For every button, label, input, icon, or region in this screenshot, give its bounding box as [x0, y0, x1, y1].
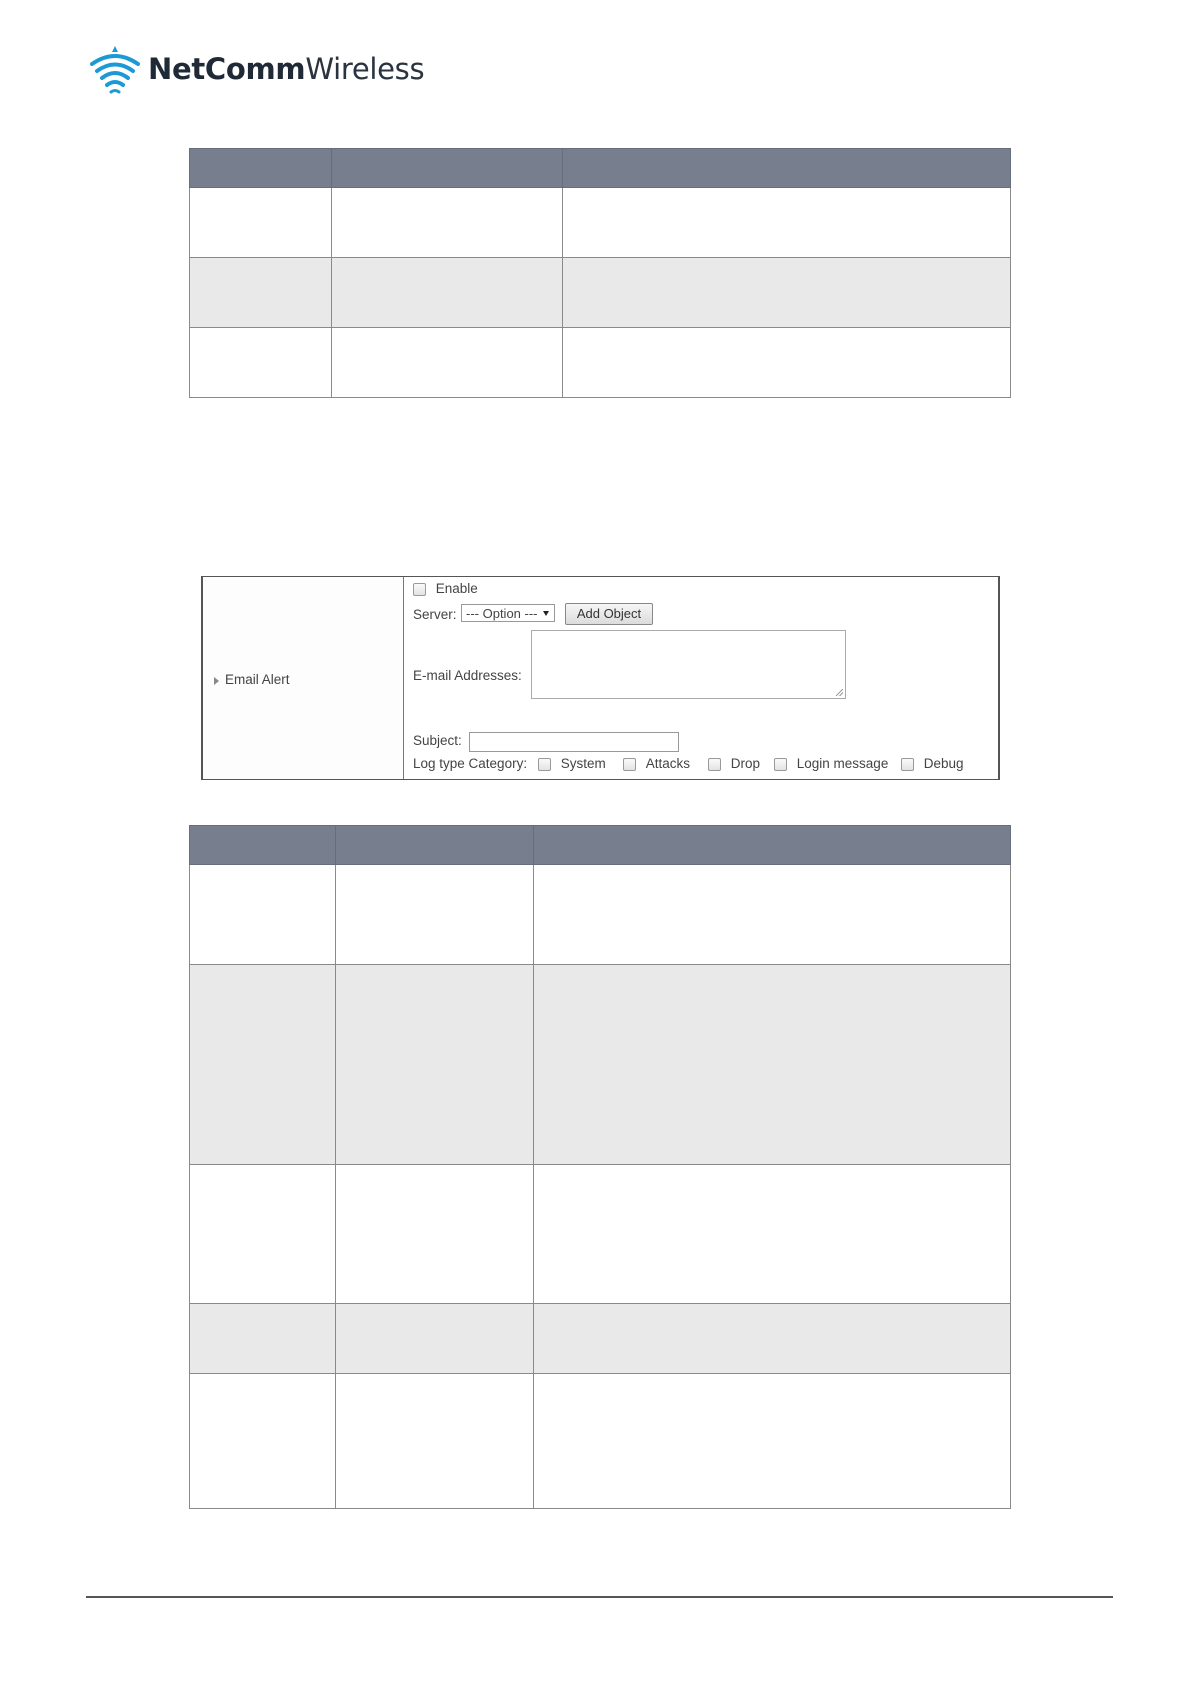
- attacks-label: Attacks: [645, 756, 691, 771]
- subject-label: Subject:: [413, 733, 462, 748]
- table-row: [190, 328, 1011, 398]
- table-row: [190, 1165, 1011, 1304]
- log-type-label: Log type Category:: [413, 756, 528, 771]
- system-label: System: [560, 756, 606, 771]
- table-row: [190, 865, 1011, 965]
- resize-grip-icon[interactable]: [836, 689, 843, 696]
- wifi-logo-icon: [88, 44, 142, 94]
- log-type-system-option[interactable]: [538, 756, 606, 771]
- log-type-drop-option[interactable]: [708, 756, 760, 771]
- table-row: [190, 1374, 1011, 1509]
- email-alert-label: Email Alert: [225, 672, 290, 687]
- email-alert-section: [203, 577, 404, 779]
- expand-arrow-icon[interactable]: [214, 677, 219, 685]
- table-header-row: [190, 149, 1011, 188]
- log-type-login-message-option[interactable]: [774, 756, 888, 771]
- table-header-row: [190, 826, 1011, 865]
- log-type-attacks-option[interactable]: [623, 756, 690, 771]
- server-select[interactable]: [461, 604, 555, 622]
- drop-checkbox[interactable]: [708, 758, 721, 771]
- enable-option[interactable]: [413, 581, 478, 596]
- table-row: [190, 965, 1011, 1165]
- email-addresses-label: E-mail Addresses:: [413, 668, 522, 683]
- email-addresses-textarea[interactable]: [531, 630, 846, 699]
- table-row: [190, 1304, 1011, 1374]
- system-checkbox[interactable]: [538, 758, 551, 771]
- netcomm-logo: [88, 44, 424, 94]
- footer-divider: [86, 1596, 1113, 1598]
- login-message-label: Login message: [796, 756, 889, 771]
- enable-checkbox[interactable]: [413, 583, 426, 596]
- enable-label: Enable: [435, 581, 478, 596]
- attacks-checkbox[interactable]: [623, 758, 636, 771]
- email-alert-panel: [201, 576, 1000, 780]
- server-select-value: --- Option ---: [466, 606, 538, 621]
- log-type-debug-option[interactable]: [901, 756, 964, 771]
- add-object-button[interactable]: Add Object: [565, 603, 653, 625]
- table-row: [190, 188, 1011, 258]
- drop-label: Drop: [730, 756, 761, 771]
- parameter-table-2: [189, 825, 1011, 1509]
- debug-checkbox[interactable]: [901, 758, 914, 771]
- logo-wordmark: NetCommWireless: [148, 52, 425, 86]
- server-label: Server:: [413, 607, 457, 622]
- debug-label: Debug: [923, 756, 964, 771]
- table-row: [190, 258, 1011, 328]
- dropdown-caret-icon: [543, 611, 549, 616]
- login-message-checkbox[interactable]: [774, 758, 787, 771]
- parameter-table-1: [189, 148, 1011, 398]
- subject-input[interactable]: [469, 732, 679, 752]
